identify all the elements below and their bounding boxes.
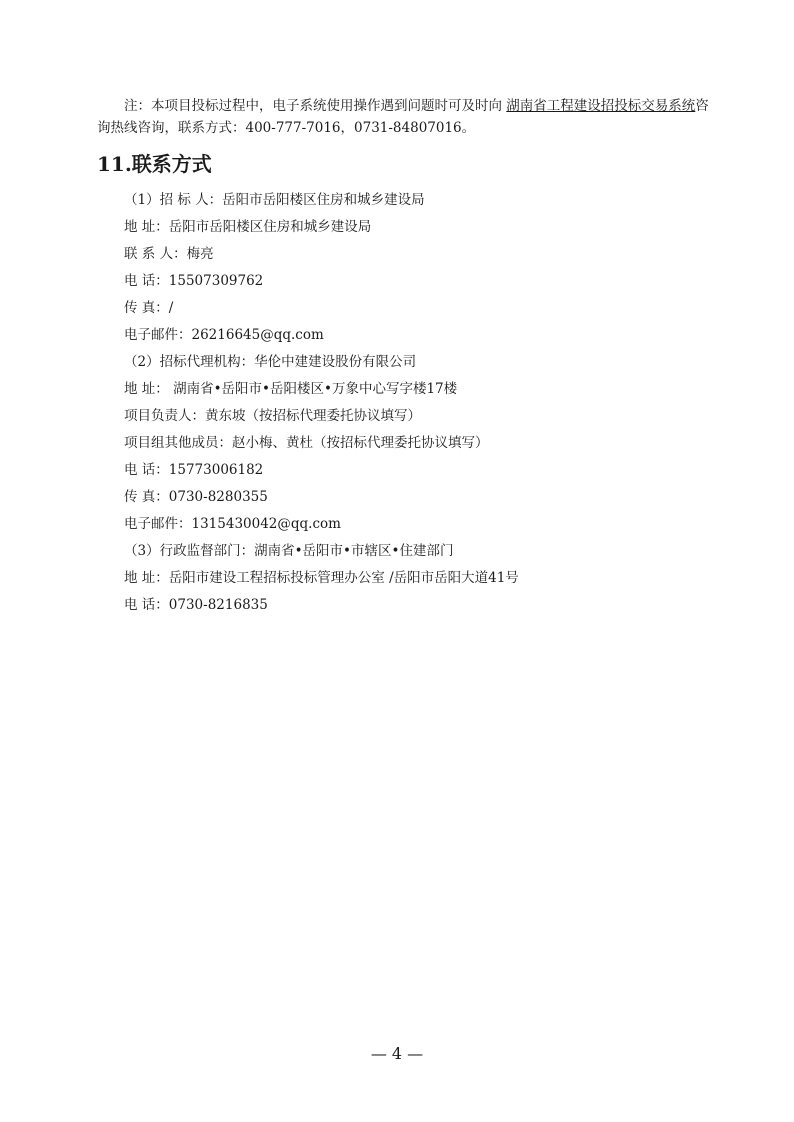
- tenderer-fax-line: 传 真：/: [124, 300, 174, 316]
- tenderer-email-line: 电子邮件：26216645@qq.com: [124, 327, 324, 343]
- supervisor-phone-line: 电 话：0730-8216835: [124, 597, 268, 613]
- agency-phone-line: 电 话：15773006182: [124, 462, 264, 478]
- note-paragraph: [97, 95, 709, 139]
- note-prefix: 注：本项目投标过程中，电子系统使用操作遇到问题时可及时向: [124, 98, 507, 114]
- tenderer-contact-line: 联 系 人：梅亮: [124, 246, 214, 262]
- supervisor-address-line: 地 址：岳阳市建设工程招标投标管理办公室 /岳阳市岳阳大道41号: [124, 570, 519, 586]
- note-suffix: 咨询热线咨询，联系方式：400-777-7016，0731-84807016。: [97, 98, 709, 136]
- section-title: 11.联系方式: [97, 152, 212, 176]
- tenderer-phone-line: 电 话：15507309762: [124, 273, 264, 289]
- supervisor-line: （3）行政监督部门：湖南省•岳阳市•市辖区•住建部门: [124, 543, 454, 559]
- agency-manager-line: 项目负责人：黄东坡（按招标代理委托协议填写）: [124, 408, 421, 424]
- agency-fax-line: 传 真：0730-8280355: [124, 489, 268, 505]
- tenderer-line: （1）招 标 人：岳阳市岳阳楼区住房和城乡建设局: [124, 192, 425, 208]
- agency-members-line: 项目组其他成员：赵小梅、黄杜（按招标代理委托协议填写）: [124, 435, 489, 451]
- trading-system-link[interactable]: 湖南省工程建设招投标交易系统: [506, 98, 696, 114]
- agency-line: （2）招标代理机构：华伦中建建设股份有限公司: [124, 354, 417, 370]
- page-number: — 4 —: [370, 1044, 424, 1063]
- agency-address-line: 地 址： 湖南省•岳阳市•岳阳楼区•万象中心写字楼17楼: [124, 381, 458, 397]
- tenderer-address-line: 地 址：岳阳市岳阳楼区住房和城乡建设局: [124, 219, 372, 235]
- agency-email-line: 电子邮件：1315430042@qq.com: [124, 516, 341, 532]
- contact-list: [124, 187, 519, 619]
